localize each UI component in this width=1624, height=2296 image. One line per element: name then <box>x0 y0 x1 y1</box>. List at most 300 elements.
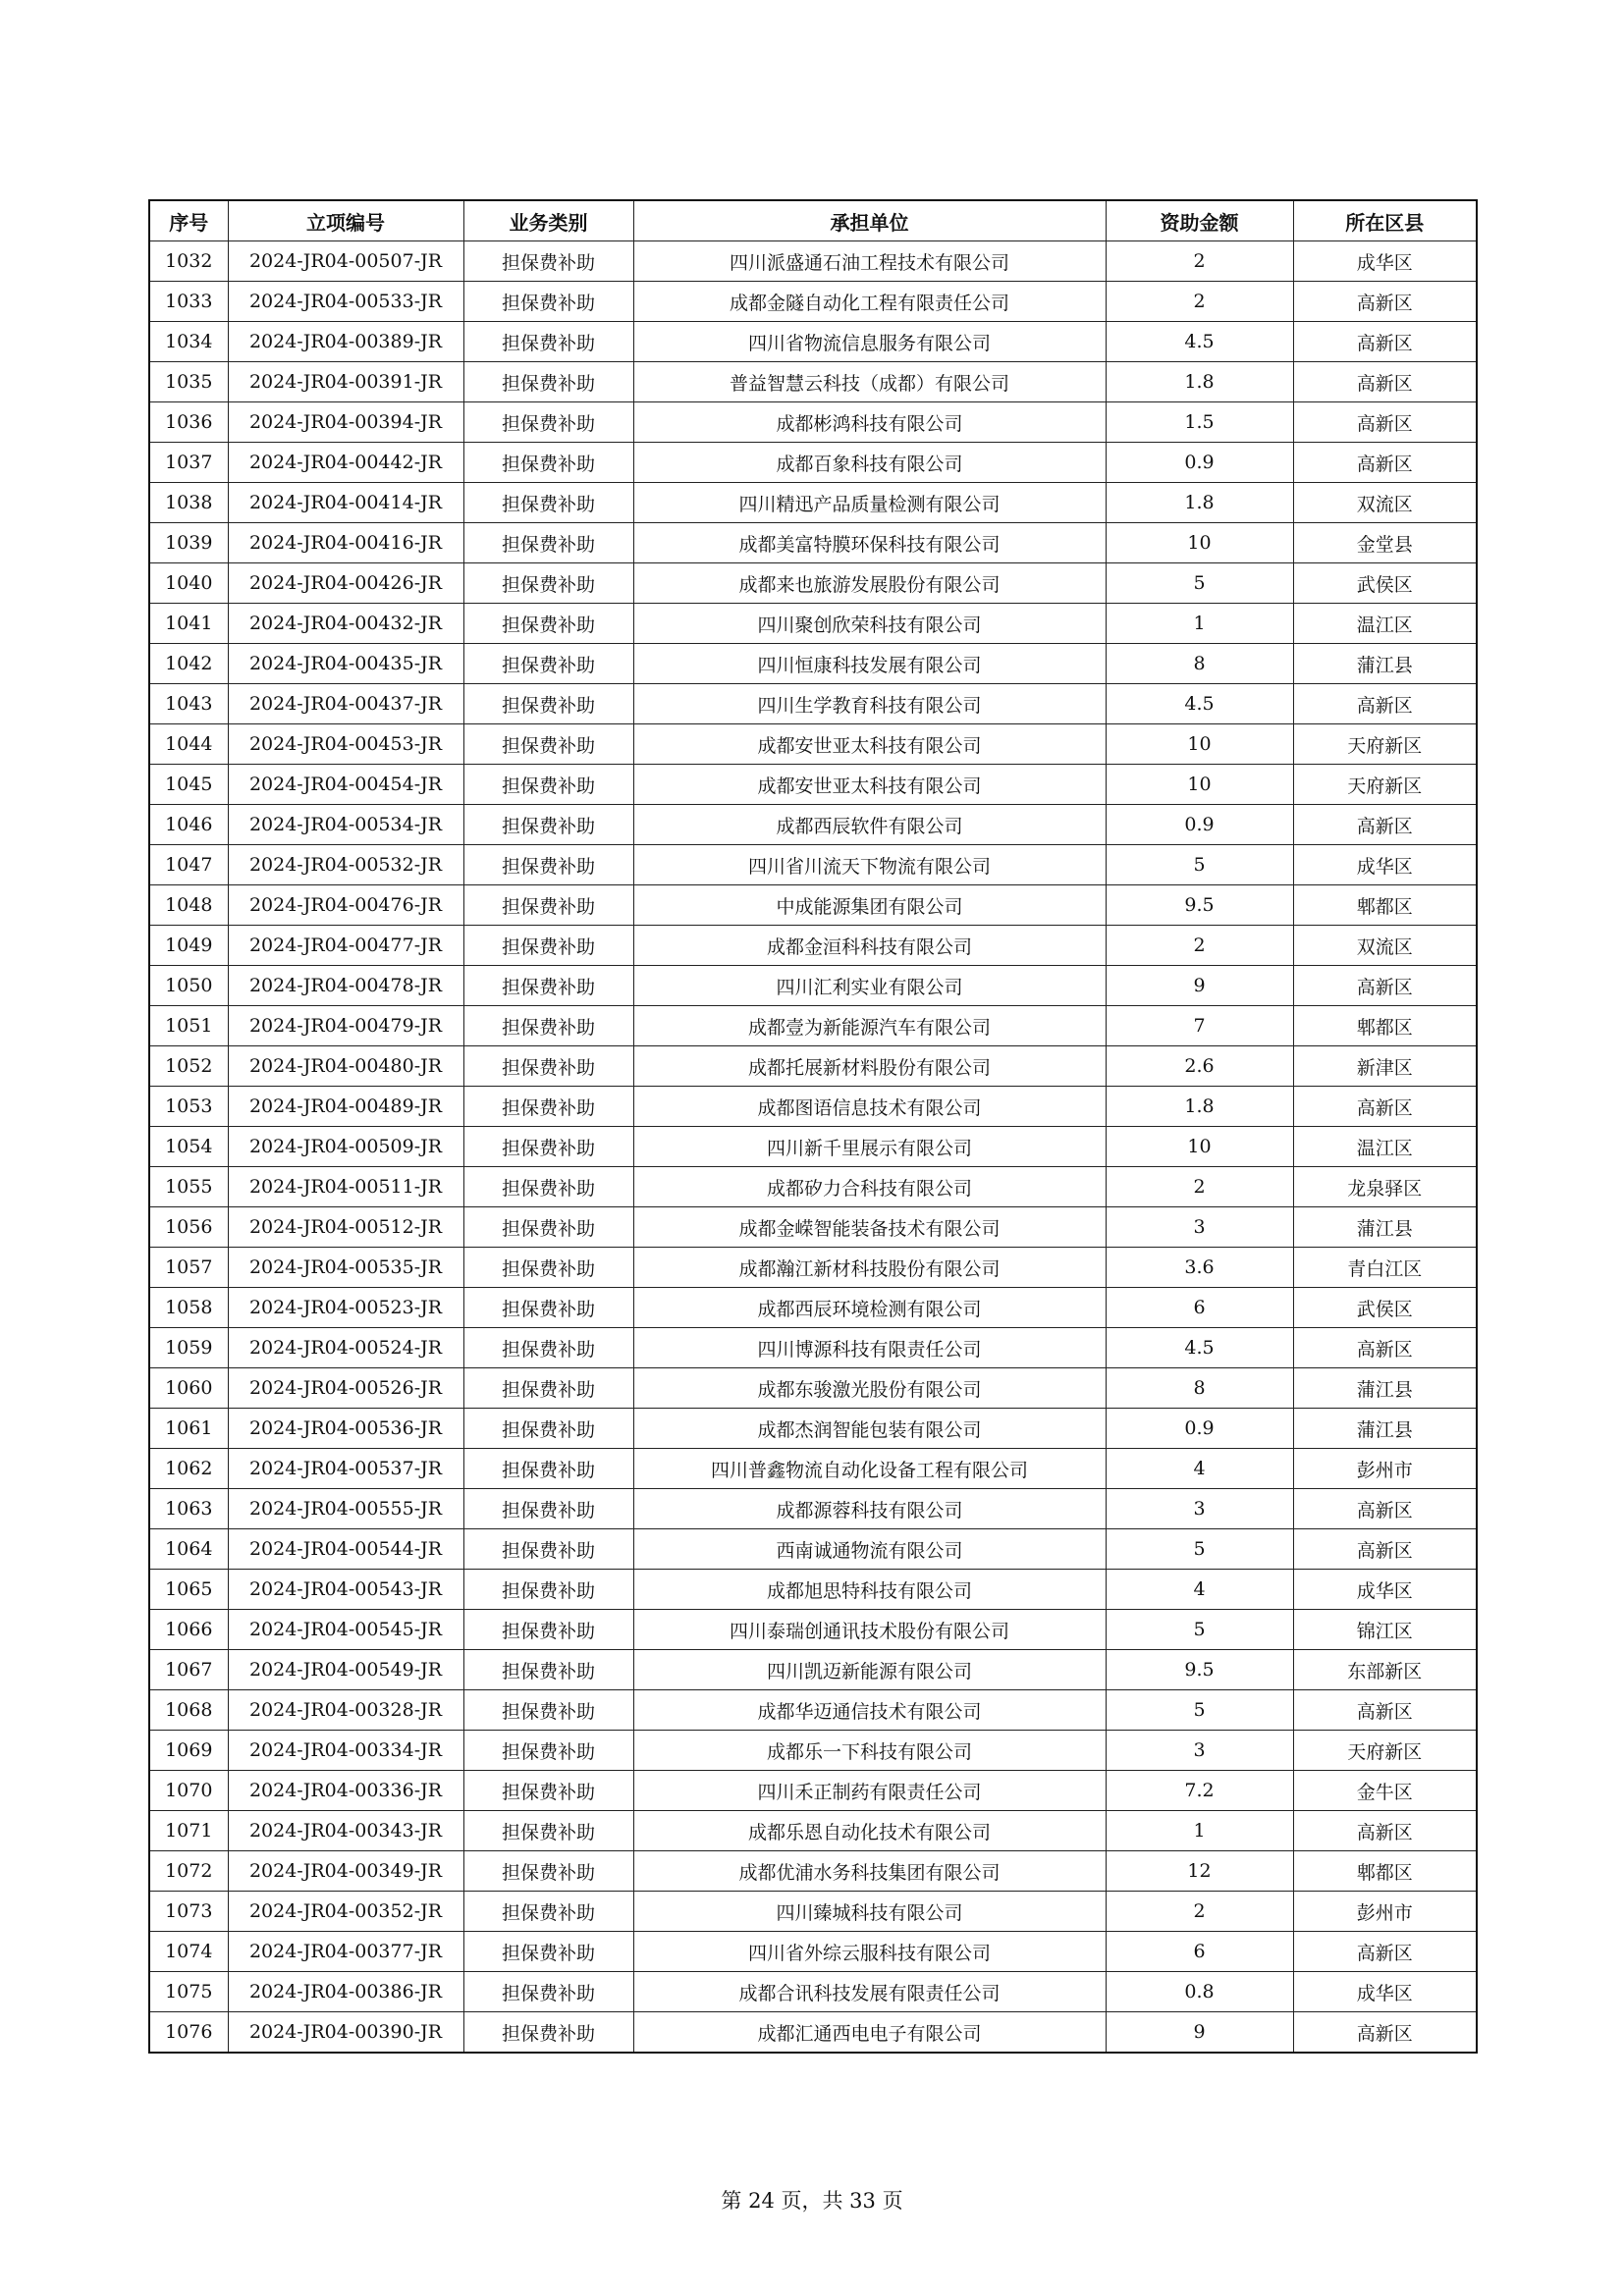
cell-category: 担保费补助 <box>463 1127 633 1167</box>
cell-project-id: 2024-JR04-00435-JR <box>228 644 463 684</box>
cell-amount: 10 <box>1106 523 1293 563</box>
cell-company: 四川凯迈新能源有限公司 <box>633 1650 1106 1690</box>
cell-district: 锦江区 <box>1293 1610 1477 1650</box>
cell-amount: 2 <box>1106 282 1293 322</box>
cell-district: 高新区 <box>1293 402 1477 443</box>
table-row <box>149 1851 1477 1892</box>
cell-company: 成都旭思特科技有限公司 <box>633 1570 1106 1610</box>
cell-amount: 1.5 <box>1106 402 1293 443</box>
cell-amount: 9.5 <box>1106 1650 1293 1690</box>
cell-district: 高新区 <box>1293 805 1477 845</box>
table-row <box>149 845 1477 885</box>
cell-index: 1054 <box>149 1127 228 1167</box>
cell-amount: 2 <box>1106 1167 1293 1207</box>
cell-index: 1068 <box>149 1690 228 1731</box>
cell-amount: 3 <box>1106 1207 1293 1248</box>
cell-district: 金牛区 <box>1293 1771 1477 1811</box>
cell-index: 1045 <box>149 765 228 805</box>
cell-project-id: 2024-JR04-00523-JR <box>228 1288 463 1328</box>
table-row <box>149 724 1477 765</box>
cell-district: 成华区 <box>1293 845 1477 885</box>
cell-district: 蒲江县 <box>1293 644 1477 684</box>
cell-amount: 5 <box>1106 1690 1293 1731</box>
cell-district: 彭州市 <box>1293 1892 1477 1932</box>
cell-category: 担保费补助 <box>463 684 633 724</box>
cell-amount: 0.8 <box>1106 1972 1293 2012</box>
cell-company: 成都优浦水务科技集团有限公司 <box>633 1851 1106 1892</box>
cell-category: 担保费补助 <box>463 1248 633 1288</box>
table-row <box>149 1207 1477 1248</box>
cell-district: 青白江区 <box>1293 1248 1477 1288</box>
table-row <box>149 322 1477 362</box>
cell-district: 高新区 <box>1293 1328 1477 1368</box>
cell-amount: 7.2 <box>1106 1771 1293 1811</box>
table-row <box>149 1328 1477 1368</box>
cell-company: 四川恒康科技发展有限公司 <box>633 644 1106 684</box>
cell-index: 1048 <box>149 885 228 926</box>
cell-category: 担保费补助 <box>463 1489 633 1529</box>
cell-project-id: 2024-JR04-00389-JR <box>228 322 463 362</box>
cell-category: 担保费补助 <box>463 1690 633 1731</box>
cell-district: 蒲江县 <box>1293 1409 1477 1449</box>
cell-company: 四川聚创欣荣科技有限公司 <box>633 604 1106 644</box>
cell-project-id: 2024-JR04-00543-JR <box>228 1570 463 1610</box>
cell-district: 蒲江县 <box>1293 1207 1477 1248</box>
col-header-index: 序号 <box>149 200 228 241</box>
cell-district: 温江区 <box>1293 604 1477 644</box>
table-row <box>149 523 1477 563</box>
table-row <box>149 765 1477 805</box>
cell-district: 天府新区 <box>1293 1731 1477 1771</box>
cell-index: 1041 <box>149 604 228 644</box>
cell-amount: 9.5 <box>1106 885 1293 926</box>
cell-project-id: 2024-JR04-00478-JR <box>228 966 463 1006</box>
cell-amount: 4.5 <box>1106 322 1293 362</box>
cell-index: 1032 <box>149 241 228 282</box>
cell-project-id: 2024-JR04-00334-JR <box>228 1731 463 1771</box>
table-row <box>149 1892 1477 1932</box>
cell-company: 四川汇利实业有限公司 <box>633 966 1106 1006</box>
cell-company: 成都矽力合科技有限公司 <box>633 1167 1106 1207</box>
cell-index: 1061 <box>149 1409 228 1449</box>
table-row <box>149 2012 1477 2054</box>
cell-district: 高新区 <box>1293 1811 1477 1851</box>
cell-company: 成都托展新材料股份有限公司 <box>633 1046 1106 1087</box>
cell-category: 担保费补助 <box>463 1167 633 1207</box>
cell-category: 担保费补助 <box>463 282 633 322</box>
table-row <box>149 684 1477 724</box>
cell-district: 高新区 <box>1293 1529 1477 1570</box>
cell-district: 高新区 <box>1293 322 1477 362</box>
cell-category: 担保费补助 <box>463 1328 633 1368</box>
table-row <box>149 966 1477 1006</box>
cell-district: 高新区 <box>1293 362 1477 402</box>
cell-category: 担保费补助 <box>463 1006 633 1046</box>
cell-district: 郫都区 <box>1293 1851 1477 1892</box>
cell-company: 成都华迈通信技术有限公司 <box>633 1690 1106 1731</box>
cell-amount: 0.9 <box>1106 805 1293 845</box>
cell-company: 成都金洹科科技有限公司 <box>633 926 1106 966</box>
cell-category: 担保费补助 <box>463 523 633 563</box>
cell-amount: 8 <box>1106 644 1293 684</box>
cell-project-id: 2024-JR04-00511-JR <box>228 1167 463 1207</box>
table-row <box>149 1046 1477 1087</box>
table-row <box>149 1409 1477 1449</box>
cell-index: 1037 <box>149 443 228 483</box>
cell-project-id: 2024-JR04-00489-JR <box>228 1087 463 1127</box>
col-header-project-id: 立项编号 <box>228 200 463 241</box>
table-row <box>149 1449 1477 1489</box>
cell-amount: 8 <box>1106 1368 1293 1409</box>
cell-category: 担保费补助 <box>463 1851 633 1892</box>
cell-company: 成都彬鸿科技有限公司 <box>633 402 1106 443</box>
table-row <box>149 1529 1477 1570</box>
cell-company: 成都乐一下科技有限公司 <box>633 1731 1106 1771</box>
cell-index: 1072 <box>149 1851 228 1892</box>
col-header-district: 所在区县 <box>1293 200 1477 241</box>
table-row <box>149 362 1477 402</box>
col-header-category: 业务类别 <box>463 200 633 241</box>
cell-project-id: 2024-JR04-00555-JR <box>228 1489 463 1529</box>
page-number: 第 24 页，共 33 页 <box>721 2189 903 2213</box>
cell-project-id: 2024-JR04-00537-JR <box>228 1449 463 1489</box>
cell-amount: 4 <box>1106 1449 1293 1489</box>
cell-district: 天府新区 <box>1293 724 1477 765</box>
table-row <box>149 402 1477 443</box>
table-row <box>149 1610 1477 1650</box>
cell-amount: 9 <box>1106 2012 1293 2054</box>
cell-project-id: 2024-JR04-00349-JR <box>228 1851 463 1892</box>
cell-index: 1073 <box>149 1892 228 1932</box>
cell-project-id: 2024-JR04-00549-JR <box>228 1650 463 1690</box>
cell-category: 担保费补助 <box>463 1610 633 1650</box>
cell-index: 1038 <box>149 483 228 523</box>
cell-project-id: 2024-JR04-00512-JR <box>228 1207 463 1248</box>
cell-index: 1064 <box>149 1529 228 1570</box>
cell-amount: 0.9 <box>1106 1409 1293 1449</box>
cell-company: 成都乐恩自动化技术有限公司 <box>633 1811 1106 1851</box>
cell-district: 双流区 <box>1293 483 1477 523</box>
table-body <box>149 241 1477 2054</box>
cell-project-id: 2024-JR04-00390-JR <box>228 2012 463 2054</box>
cell-category: 担保费补助 <box>463 1368 633 1409</box>
cell-category: 担保费补助 <box>463 1972 633 2012</box>
subsidy-table <box>148 199 1478 2054</box>
cell-project-id: 2024-JR04-00386-JR <box>228 1972 463 2012</box>
cell-category: 担保费补助 <box>463 1650 633 1690</box>
cell-district: 成华区 <box>1293 1570 1477 1610</box>
cell-amount: 6 <box>1106 1288 1293 1328</box>
table-row <box>149 644 1477 684</box>
cell-category: 担保费补助 <box>463 483 633 523</box>
cell-project-id: 2024-JR04-00454-JR <box>228 765 463 805</box>
cell-company: 成都美富特膜环保科技有限公司 <box>633 523 1106 563</box>
cell-amount: 10 <box>1106 1127 1293 1167</box>
cell-company: 成都图语信息技术有限公司 <box>633 1087 1106 1127</box>
cell-project-id: 2024-JR04-00533-JR <box>228 282 463 322</box>
cell-district: 高新区 <box>1293 684 1477 724</box>
cell-project-id: 2024-JR04-00336-JR <box>228 1771 463 1811</box>
cell-project-id: 2024-JR04-00328-JR <box>228 1690 463 1731</box>
cell-company: 四川生学教育科技有限公司 <box>633 684 1106 724</box>
cell-project-id: 2024-JR04-00352-JR <box>228 1892 463 1932</box>
cell-category: 担保费补助 <box>463 644 633 684</box>
cell-amount: 4.5 <box>1106 1328 1293 1368</box>
cell-category: 担保费补助 <box>463 1288 633 1328</box>
table-row <box>149 563 1477 604</box>
cell-company: 成都源蓉科技有限公司 <box>633 1489 1106 1529</box>
cell-amount: 5 <box>1106 563 1293 604</box>
cell-index: 1066 <box>149 1610 228 1650</box>
cell-index: 1062 <box>149 1449 228 1489</box>
cell-project-id: 2024-JR04-00532-JR <box>228 845 463 885</box>
cell-index: 1040 <box>149 563 228 604</box>
cell-district: 成华区 <box>1293 1972 1477 2012</box>
cell-index: 1035 <box>149 362 228 402</box>
cell-company: 成都西辰软件有限公司 <box>633 805 1106 845</box>
cell-category: 担保费补助 <box>463 1771 633 1811</box>
table-row <box>149 1167 1477 1207</box>
cell-company: 成都杰润智能包装有限公司 <box>633 1409 1106 1449</box>
cell-amount: 12 <box>1106 1851 1293 1892</box>
cell-index: 1049 <box>149 926 228 966</box>
cell-company: 成都合讯科技发展有限责任公司 <box>633 1972 1106 2012</box>
cell-district: 郫都区 <box>1293 1006 1477 1046</box>
cell-project-id: 2024-JR04-00477-JR <box>228 926 463 966</box>
cell-index: 1043 <box>149 684 228 724</box>
cell-index: 1034 <box>149 322 228 362</box>
cell-project-id: 2024-JR04-00426-JR <box>228 563 463 604</box>
table-row <box>149 241 1477 282</box>
cell-company: 四川臻城科技有限公司 <box>633 1892 1106 1932</box>
table-row <box>149 885 1477 926</box>
cell-company: 四川省物流信息服务有限公司 <box>633 322 1106 362</box>
cell-district: 东部新区 <box>1293 1650 1477 1690</box>
table-row <box>149 1690 1477 1731</box>
cell-project-id: 2024-JR04-00442-JR <box>228 443 463 483</box>
cell-category: 担保费补助 <box>463 1731 633 1771</box>
cell-district: 武侯区 <box>1293 1288 1477 1328</box>
cell-index: 1070 <box>149 1771 228 1811</box>
table-row <box>149 1932 1477 1972</box>
cell-index: 1075 <box>149 1972 228 2012</box>
cell-company: 四川普鑫物流自动化设备工程有限公司 <box>633 1449 1106 1489</box>
cell-district: 武侯区 <box>1293 563 1477 604</box>
cell-company: 成都安世亚太科技有限公司 <box>633 765 1106 805</box>
cell-district: 彭州市 <box>1293 1449 1477 1489</box>
cell-index: 1039 <box>149 523 228 563</box>
cell-project-id: 2024-JR04-00536-JR <box>228 1409 463 1449</box>
cell-district: 蒲江县 <box>1293 1368 1477 1409</box>
cell-category: 担保费补助 <box>463 1570 633 1610</box>
cell-amount: 1 <box>1106 604 1293 644</box>
cell-index: 1059 <box>149 1328 228 1368</box>
cell-project-id: 2024-JR04-00545-JR <box>228 1610 463 1650</box>
cell-amount: 9 <box>1106 966 1293 1006</box>
cell-company: 普益智慧云科技（成都）有限公司 <box>633 362 1106 402</box>
cell-company: 四川新千里展示有限公司 <box>633 1127 1106 1167</box>
cell-project-id: 2024-JR04-00432-JR <box>228 604 463 644</box>
cell-project-id: 2024-JR04-00416-JR <box>228 523 463 563</box>
table-row <box>149 1288 1477 1328</box>
cell-category: 担保费补助 <box>463 1529 633 1570</box>
cell-district: 郫都区 <box>1293 885 1477 926</box>
table-row <box>149 1570 1477 1610</box>
cell-company: 西南诚通物流有限公司 <box>633 1529 1106 1570</box>
cell-category: 担保费补助 <box>463 402 633 443</box>
cell-amount: 5 <box>1106 845 1293 885</box>
cell-district: 高新区 <box>1293 1932 1477 1972</box>
cell-amount: 1.8 <box>1106 483 1293 523</box>
cell-company: 成都西辰环境检测有限公司 <box>633 1288 1106 1328</box>
cell-amount: 2 <box>1106 926 1293 966</box>
cell-project-id: 2024-JR04-00507-JR <box>228 241 463 282</box>
cell-amount: 4.5 <box>1106 684 1293 724</box>
table-row <box>149 1127 1477 1167</box>
table-row <box>149 1771 1477 1811</box>
table-row <box>149 926 1477 966</box>
cell-index: 1052 <box>149 1046 228 1087</box>
cell-category: 担保费补助 <box>463 1932 633 1972</box>
cell-category: 担保费补助 <box>463 966 633 1006</box>
col-header-company: 承担单位 <box>633 200 1106 241</box>
cell-project-id: 2024-JR04-00479-JR <box>228 1006 463 1046</box>
cell-company: 成都瀚江新材科技股份有限公司 <box>633 1248 1106 1288</box>
cell-company: 四川省外综云服科技有限公司 <box>633 1932 1106 1972</box>
table-row <box>149 1087 1477 1127</box>
cell-amount: 3 <box>1106 1731 1293 1771</box>
cell-district: 温江区 <box>1293 1127 1477 1167</box>
cell-amount: 7 <box>1106 1006 1293 1046</box>
cell-category: 担保费补助 <box>463 765 633 805</box>
cell-index: 1057 <box>149 1248 228 1288</box>
cell-index: 1071 <box>149 1811 228 1851</box>
cell-project-id: 2024-JR04-00394-JR <box>228 402 463 443</box>
cell-amount: 5 <box>1106 1529 1293 1570</box>
cell-category: 担保费补助 <box>463 1892 633 1932</box>
table-row <box>149 1811 1477 1851</box>
table-row <box>149 1006 1477 1046</box>
table-row <box>149 1368 1477 1409</box>
cell-company: 成都金嵘智能装备技术有限公司 <box>633 1207 1106 1248</box>
cell-category: 担保费补助 <box>463 241 633 282</box>
table-row <box>149 1731 1477 1771</box>
cell-category: 担保费补助 <box>463 443 633 483</box>
cell-index: 1067 <box>149 1650 228 1690</box>
cell-company: 成都金隧自动化工程有限责任公司 <box>633 282 1106 322</box>
cell-category: 担保费补助 <box>463 1046 633 1087</box>
cell-project-id: 2024-JR04-00524-JR <box>228 1328 463 1368</box>
cell-district: 高新区 <box>1293 282 1477 322</box>
cell-project-id: 2024-JR04-00526-JR <box>228 1368 463 1409</box>
cell-index: 1063 <box>149 1489 228 1529</box>
cell-district: 天府新区 <box>1293 765 1477 805</box>
cell-company: 成都百象科技有限公司 <box>633 443 1106 483</box>
cell-index: 1033 <box>149 282 228 322</box>
cell-amount: 1 <box>1106 1811 1293 1851</box>
cell-index: 1044 <box>149 724 228 765</box>
table-row <box>149 1489 1477 1529</box>
cell-company: 四川精迅产品质量检测有限公司 <box>633 483 1106 523</box>
cell-project-id: 2024-JR04-00476-JR <box>228 885 463 926</box>
cell-district: 龙泉驿区 <box>1293 1167 1477 1207</box>
table-row <box>149 805 1477 845</box>
cell-project-id: 2024-JR04-00437-JR <box>228 684 463 724</box>
table-row <box>149 1650 1477 1690</box>
cell-category: 担保费补助 <box>463 724 633 765</box>
cell-company: 四川博源科技有限责任公司 <box>633 1328 1106 1368</box>
cell-amount: 6 <box>1106 1932 1293 1972</box>
cell-category: 担保费补助 <box>463 604 633 644</box>
cell-index: 1074 <box>149 1932 228 1972</box>
cell-category: 担保费补助 <box>463 563 633 604</box>
cell-company: 成都东骏激光股份有限公司 <box>633 1368 1106 1409</box>
cell-index: 1046 <box>149 805 228 845</box>
cell-company: 成都汇通西电电子有限公司 <box>633 2012 1106 2054</box>
cell-index: 1065 <box>149 1570 228 1610</box>
cell-category: 担保费补助 <box>463 2012 633 2054</box>
cell-index: 1069 <box>149 1731 228 1771</box>
table-row <box>149 483 1477 523</box>
cell-company: 成都安世亚太科技有限公司 <box>633 724 1106 765</box>
cell-amount: 1.8 <box>1106 1087 1293 1127</box>
cell-category: 担保费补助 <box>463 1409 633 1449</box>
cell-company: 中成能源集团有限公司 <box>633 885 1106 926</box>
cell-amount: 4 <box>1106 1570 1293 1610</box>
cell-district: 高新区 <box>1293 966 1477 1006</box>
cell-amount: 10 <box>1106 765 1293 805</box>
cell-category: 担保费补助 <box>463 1811 633 1851</box>
cell-project-id: 2024-JR04-00377-JR <box>228 1932 463 1972</box>
cell-amount: 0.9 <box>1106 443 1293 483</box>
cell-category: 担保费补助 <box>463 845 633 885</box>
table-header <box>149 200 1477 241</box>
cell-project-id: 2024-JR04-00544-JR <box>228 1529 463 1570</box>
cell-amount: 2 <box>1106 241 1293 282</box>
cell-district: 成华区 <box>1293 241 1477 282</box>
cell-amount: 10 <box>1106 724 1293 765</box>
cell-index: 1058 <box>149 1288 228 1328</box>
cell-district: 高新区 <box>1293 1087 1477 1127</box>
cell-amount: 1.8 <box>1106 362 1293 402</box>
cell-district: 新津区 <box>1293 1046 1477 1087</box>
cell-amount: 2.6 <box>1106 1046 1293 1087</box>
cell-index: 1042 <box>149 644 228 684</box>
cell-index: 1050 <box>149 966 228 1006</box>
cell-category: 担保费补助 <box>463 1087 633 1127</box>
cell-company: 四川省川流天下物流有限公司 <box>633 845 1106 885</box>
table-row <box>149 1248 1477 1288</box>
cell-company: 成都壹为新能源汽车有限公司 <box>633 1006 1106 1046</box>
header-row <box>149 200 1477 241</box>
cell-index: 1056 <box>149 1207 228 1248</box>
cell-project-id: 2024-JR04-00391-JR <box>228 362 463 402</box>
cell-category: 担保费补助 <box>463 362 633 402</box>
col-header-amount: 资助金额 <box>1106 200 1293 241</box>
cell-index: 1053 <box>149 1087 228 1127</box>
cell-district: 高新区 <box>1293 1489 1477 1529</box>
cell-category: 担保费补助 <box>463 885 633 926</box>
cell-category: 担保费补助 <box>463 322 633 362</box>
cell-project-id: 2024-JR04-00480-JR <box>228 1046 463 1087</box>
cell-index: 1036 <box>149 402 228 443</box>
cell-project-id: 2024-JR04-00535-JR <box>228 1248 463 1288</box>
cell-index: 1076 <box>149 2012 228 2054</box>
cell-company: 成都来也旅游发展股份有限公司 <box>633 563 1106 604</box>
cell-amount: 2 <box>1106 1892 1293 1932</box>
cell-district: 金堂县 <box>1293 523 1477 563</box>
cell-project-id: 2024-JR04-00453-JR <box>228 724 463 765</box>
